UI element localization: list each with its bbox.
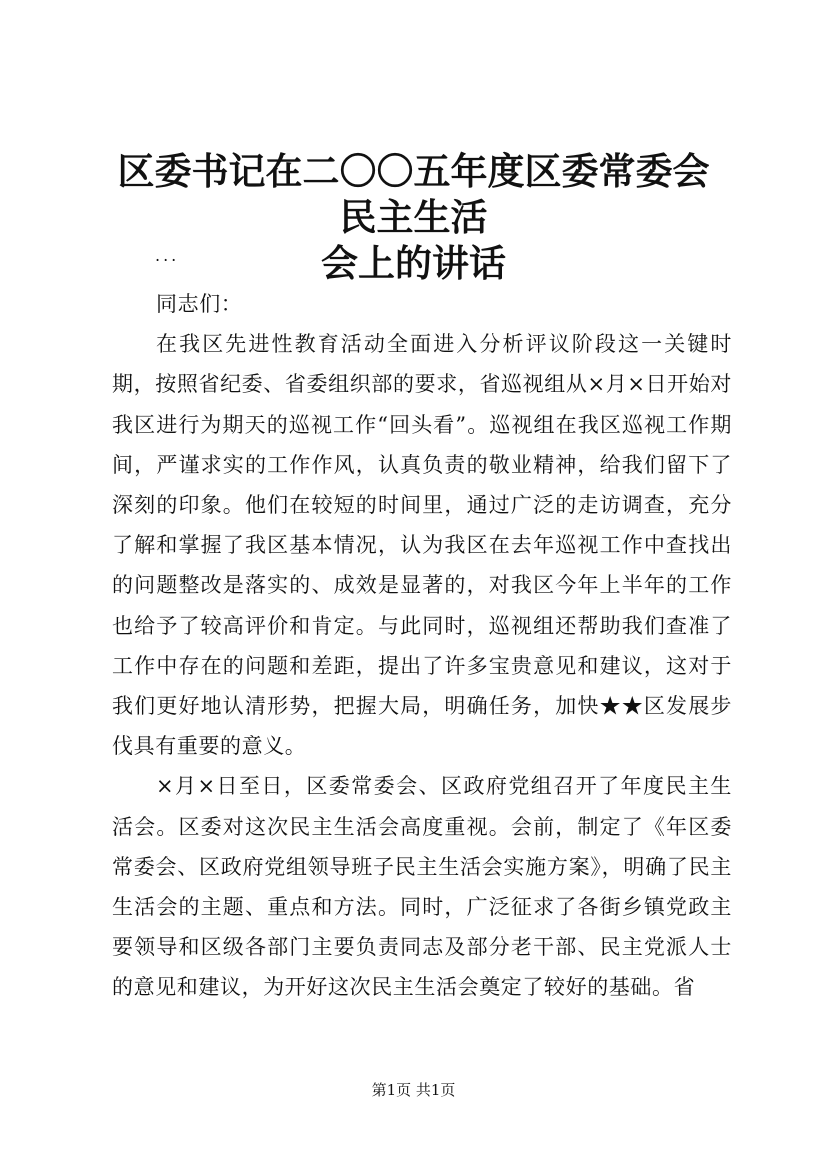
ellipsis-marker: ... <box>155 246 180 265</box>
title-line-1: 区委书记在二〇〇五年度区委常委会民主生活 <box>117 149 710 239</box>
page-footer: 第1页 共1页 <box>371 1081 456 1099</box>
paragraph-1: 在我区先进性教育活动全面进入分析评议阶段这一关键时期，按照省纪委、省委组织部的要求，省巡视组从×月×日开始对我区进行为期天的巡视工作“回头看”。巡视组在我区巡视工作期间，严谨求实的工作作风，认真负责的敬业精神，给我们留下了深刻的印象。他们在较短的时间里，通过广泛的走访调查，充分了解和掌握了我区基本情况，认为我区在去年巡视工作中查找出的问题整改是落实的、成效是显著的，对我区今年上半年的工作也给予了较高评价和肯定。与此同时，巡视组还帮助我们查准了工作中存在的问题和差距，提出了许多宝贵意见和建议，这对于我们更好地认清形势，把握大局，明确任务，加快★★区发展步伐具有重要的意义。 <box>112 332 732 759</box>
document-body <box>112 284 732 1008</box>
paragraph-2: ×月×日至日，区委常委会、区政府党组召开了年度民主生活会。区委对这次民主生活会高度重视。会前，制定了《年区委常委会、区政府党组领导班子民主生活会实施方案》，明确了民主生活会的主题、重点和方法。同时，广泛征求了各街乡镇党政主要领导和区级各部门主要负责同志及部分老干部、民主党派人士的意见和建议，为开好这次民主生活会奠定了较好的基础。省 <box>112 774 732 1000</box>
document-title <box>100 148 727 286</box>
title-line-2: 会上的讲话 <box>321 241 506 285</box>
salutation: 同志们： <box>156 292 243 316</box>
